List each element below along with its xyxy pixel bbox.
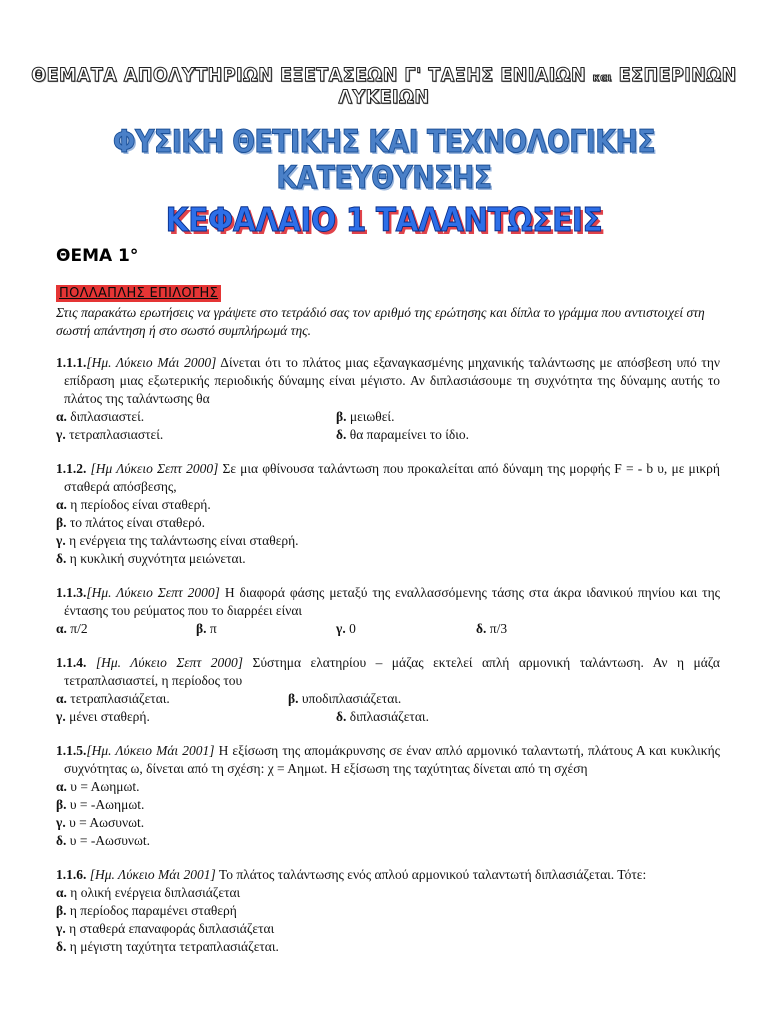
instructions: Στις παρακάτω ερωτήσεις να γράψετε στο τετράδιό σας τον αριθμό της ερώτησης και δίπλα το γράμμα που αντιστοιχεί στη σωστή απάντηση ή στο σωστό συμπλήρωμά της. bbox=[56, 305, 705, 338]
question-source: [Ημ Λύκειο Σεπτ 2000] bbox=[86, 461, 219, 476]
options bbox=[56, 620, 720, 638]
question-1-1-4 bbox=[56, 654, 720, 726]
options bbox=[56, 690, 720, 726]
option-d: δ. θα παραμείνει το ίδιο. bbox=[336, 427, 469, 442]
option-d: δ. η μέγιστη ταχύτητα τετραπλασιάζεται. bbox=[56, 939, 279, 954]
question-text bbox=[56, 654, 720, 690]
question-number: 1.1.5. bbox=[56, 743, 87, 758]
exam-header-part2: ΕΣΠΕΡΙΝΩΝ ΛΥΚΕΙΩΝ bbox=[338, 64, 737, 108]
question-1-1-6 bbox=[56, 866, 720, 956]
option-a: α. τετραπλασιάζεται. bbox=[56, 691, 170, 706]
subject-title: ΦΥΣΙΚΗ ΘΕΤΙΚΗΣ ΚΑΙ ΤΕΧΝΟΛΟΓΙΚΗΣ ΚΑΤΕΥΘΥΝΣΗΣ bbox=[112, 124, 656, 196]
question-number: 1.1.2. bbox=[56, 461, 87, 476]
question-body: Δίνεται ότι το πλάτος μιας εξαναγκασμένης μηχανικής ταλάντωσης με απόσβεση υπό την επίδραση μιας εξωτερικής περιοδικής δύναμης είναι μέγιστο. Αν διπλασιάσουμε τη συχνότητα της δύναμης αυτής το πλάτος της ταλάντωσης θα bbox=[64, 355, 720, 406]
question-text bbox=[56, 742, 720, 778]
question-source: [Ημ. Λύκειο Σεπτ 2000] bbox=[86, 585, 220, 600]
option-d: δ. η κυκλική συχνότητα μειώνεται. bbox=[56, 551, 246, 566]
question-body: Σύστημα ελατηρίου – μάζας εκτελεί απλή αρμονική ταλάντωση. Αν η μάζα τετραπλασιαστεί, η περίοδος του bbox=[64, 655, 720, 688]
option-a: α. διπλασιαστεί. bbox=[56, 409, 145, 424]
option-b: β. υ = -Αωημωt. bbox=[56, 797, 145, 812]
question-text bbox=[56, 584, 720, 620]
topic-heading: ΘΕΜΑ 1° bbox=[56, 246, 139, 266]
question-source: [Ημ. Λύκειο Μάι 2000] bbox=[86, 355, 217, 370]
question-source: [Ημ. Λύκειο Μάι 2001] bbox=[86, 867, 216, 882]
option-a: α. π/2 bbox=[56, 621, 88, 636]
options bbox=[56, 408, 720, 444]
option-c: γ. η ενέργεια της ταλάντωσης είναι σταθερή. bbox=[56, 533, 299, 548]
question-body: Η διαφορά φάσης μεταξύ της εναλλασσόμενης τάσης στα άκρα ιδανικού πηνίου και της έντασης του ρεύματος που το διαρρέει είναι bbox=[64, 585, 720, 618]
question-number: 1.1.1. bbox=[56, 355, 87, 370]
question-number: 1.1.6. bbox=[56, 867, 87, 882]
option-c: γ. υ = Αωσυνωt. bbox=[56, 815, 145, 830]
option-b: β. η περίοδος παραμένει σταθερή bbox=[56, 903, 237, 918]
section-title: ΠΟΛΛΑΠΛΗΣ ΕΠΙΛΟΓΗΣ bbox=[56, 285, 221, 302]
option-b: β. μειωθεί. bbox=[336, 409, 395, 424]
option-d: δ. διπλασιάζεται. bbox=[336, 709, 429, 724]
option-a: α. υ = Αωημωt. bbox=[56, 779, 140, 794]
question-body: Το πλάτος ταλάντωσης ενός απλού αρμονικού ταλαντωτή διπλασιάζεται. Τότε: bbox=[215, 867, 647, 882]
option-d: δ. υ = -Αωσυνωt. bbox=[56, 833, 151, 848]
question-source: [Ημ. Λύκειο Μάι 2001] bbox=[86, 743, 215, 758]
question-1-1-3 bbox=[56, 584, 720, 638]
question-1-1-1 bbox=[56, 354, 720, 444]
option-a: α. η ολική ενέργεια διπλασιάζεται bbox=[56, 885, 241, 900]
option-d: δ. π/3 bbox=[476, 621, 508, 636]
question-source: [Ημ. Λύκειο Σεπτ 2000] bbox=[86, 655, 243, 670]
question-text bbox=[56, 354, 720, 408]
question-body: Σε μια φθίνουσα ταλάντωση που προκαλείται από δύναμη της μορφής F = - b υ, με μικρή σταθερά απόσβεσης, bbox=[64, 461, 720, 494]
option-a: α. η περίοδος είναι σταθερή. bbox=[56, 497, 211, 512]
questions-container bbox=[56, 304, 720, 972]
option-c: γ. η σταθερά επαναφοράς διπλασιάζεται bbox=[56, 921, 275, 936]
option-b: β. το πλάτος είναι σταθερό. bbox=[56, 515, 206, 530]
chapter-title: ΚΕΦΑΛΑΙΟ 1 ΤΑΛΑΝΤΩΣΕΙΣ bbox=[165, 200, 603, 239]
question-text bbox=[56, 460, 720, 496]
question-1-1-5 bbox=[56, 742, 720, 850]
option-c: γ. μένει σταθερή. bbox=[56, 709, 150, 724]
question-body: Η εξίσωση της απομάκρυνσης σε έναν απλό αρμονικό ταλαντωτή, πλάτους Α και κυκλικής συχνότητας ω, δίνεται από τη σχέση: χ = Αημωt. Η εξίσωση της ταχύτητας δίνεται από τη σχέση bbox=[64, 743, 720, 776]
question-1-1-2 bbox=[56, 460, 720, 568]
option-c: γ. τετραπλασιαστεί. bbox=[56, 427, 164, 442]
exam-header bbox=[31, 64, 738, 108]
question-number: 1.1.4. bbox=[56, 655, 87, 670]
question-text bbox=[56, 866, 720, 884]
option-b: β. υποδιπλασιάζεται. bbox=[288, 691, 402, 706]
option-b: β. π bbox=[196, 621, 217, 636]
question-number: 1.1.3. bbox=[56, 585, 87, 600]
exam-header-part1: ΘΕΜΑΤΑ ΑΠΟΛΥΤΗΡΙΩΝ ΕΞΕΤΑΣΕΩΝ Γ' ΤΑΞΗΣ ΕΝΙΑΙΩΝ bbox=[31, 64, 587, 86]
exam-header-conjunction: και bbox=[592, 71, 613, 84]
option-c: γ. 0 bbox=[336, 621, 356, 636]
